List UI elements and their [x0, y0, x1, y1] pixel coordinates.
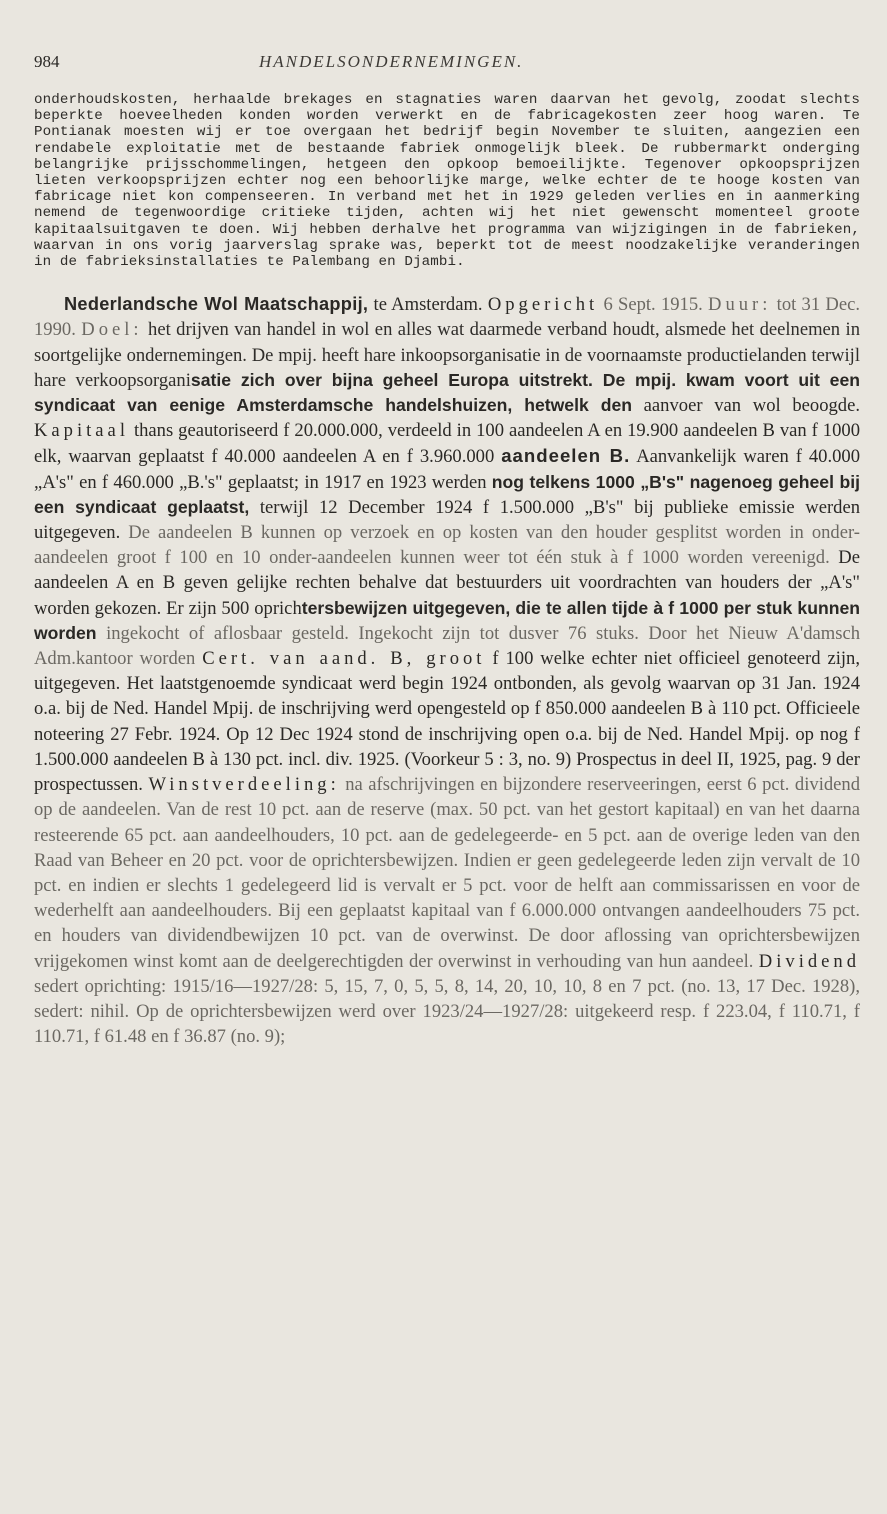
label-cert: Cert. van aand. B, groot [202, 648, 486, 670]
label-duur: Duur: [708, 294, 772, 316]
document-page [34, 52, 860, 1482]
company-name: Nederlandsche Wol Maatschappij, [64, 294, 369, 315]
kapitaal-text-2: Aanvankelijk waren f 40.000 „A's" en f 460.000 „B.'s" geplaatst; in 1917 en 1923 werden [34, 446, 860, 493]
intro-paragraph: onderhoudskosten, herhaalde brekages en stagnaties waren daarvan het gevolg, zoodat slechts beperkte hoeveelheden konden worden verwerkt en de fabricagekosten zeer hoog waren. Te Pontianak moesten wij er toe overgaan het bedrijf begin November te sluiten, aangezien een rendabele exploitatie met de bestaande fabriek onmogelijk bleek. De rubbermarkt onderging belangrijke prijsschommelingen, hetgeen den opkoop bemoeilijkte. Tegenover opkoopsprijzen lieten verkoopsprijzen echter nog een behoorlijke marge, welke echter de te hooge kosten van fabricage niet kon compenseeren. In verband met het in 1929 geleden verlies en in aanmerking nemend de tegenwoordige critieke tijden, achten wij het niet gewenscht momenteel groote kapitaalsuitgaven te doen. Wij hebben derhalve het programma van wijzigingen in de fabrieken, waarvan in ons vorig jaarverslag sprake was, beperkt tot de meest noodzakelijke veranderingen in de fabrieksinstallaties te Palembang en Djambi. [34, 92, 860, 271]
kapitaal-text-4: De aandeelen A en B geven gelijke rechten behalve dat bestuurders uit voordrachten van houders der „A's" worden gekozen. Er zijn 500 oprich [34, 547, 860, 619]
company-location: te Amsterdam. [368, 294, 488, 316]
kapitaal-bold-text: nog telkens 1000 „B's" nagenoeg geheel bij een syndicaat geplaatst, [34, 471, 861, 517]
opgericht-value: 6 Sept. 1915. [598, 294, 709, 316]
duur-value: tot 31 Dec. 1990. [34, 294, 860, 341]
label-kapitaal: Kapitaal [34, 420, 129, 442]
winstverdeeling-text: na afschrijvingen en bijzondere reserveeringen, eerst 6 pct. dividend op de aandeelen. Van de rest 10 pct. aan de reserve (max. 50 pct. van het gestort kapitaal) en van het daarna resteerende 65 pct. aan aandeelhouders, 10 pct. aan de gedelegeerde- en 5 pct. aan de overige leden van den Raad van Beheer en 20 pct. voor de oprichtersbewijzen. Indien er geen gedelegeerde leden zijn vervalt de 10 pct. en indien er slechts 1 gedelegeerd lid is vervalt er 5 pct. voor de helft aan commissarissen en voor de wederhelft aan aandeelhouders. Bij een geplaatst kapitaal van f 6.000.000 ontvangen aandeelhouders 75 pct. en houders van dividendbewijzen 10 pct. van de overwinst. De door aflossing van oprichtersbewijzen vrijgekomen winst komt aan de deelgerechtigden der overwinst in verhouding van hun aandeel. [34, 774, 861, 972]
page-header [34, 52, 860, 92]
label-doel: Doel: [81, 319, 143, 341]
kapitaal-split-note: De aandeelen B kunnen op verzoek en op kosten van den houder gesplitst worden in onder-aandeelen groot f 100 en 10 onder-aandeelen kunnen weer tot één stuk à f 1000 worden vereenigd. [34, 522, 860, 569]
kapitaal-share-label: aandeelen B. [501, 445, 631, 467]
label-opgericht: Opgericht [487, 294, 599, 316]
doel-text: het drijven van handel in wol en alles wat daarmede verband houdt, alsmede het deelnemen in soortgelijke ondernemingen. De mpij. heeft hare inkoopsorganisatie in de voornaamste productielanden terwijl hare verkoopsorgani [34, 319, 861, 391]
label-winstverdeeling: Winstverdeeling: [148, 774, 340, 796]
cert-text: f 100 welke echter niet officieel genoteerd zijn, uitgegeven. Het laatstgenoemde syndicaat werd begin 1924 ontbonden, als gevolg waarvan op 31 Jan. 1924 o.a. bij de Ned. Handel Mpij. de inschrijving werd opengesteld op f 850.000 aandeelen B à 110 pct. Officieele noteering 27 Febr. 1924. Op 12 Dec 1924 stond de inschrijving open o.a. bij de Ned. Handel Mpij. op nog f 1.500.000 aandeelen B à 130 pct. incl. div. 1925. (Voorkeur 5 : 3, no. 9) Prospectus in deel II, 1925, pag. 9 der prospectussen. [34, 648, 860, 796]
doel-text-continued: aanvoer van wol beoogde. [631, 395, 860, 417]
company-entry [34, 292, 860, 1049]
kapitaal-text-3: terwijl 12 December 1924 f 1.500.000 „B's" bij publieke emissie werden uitgegeven. [34, 496, 860, 544]
kapitaal-text-1: thans geautoriseerd f 20.000.000, verdeeld in 100 aandeelen A en 19.900 aandeelen B van f 1000 elk, waarvan geplaatst f 40.000 aandeelen A en f 3.960.000 [34, 420, 860, 468]
label-dividend: Dividend [758, 950, 860, 972]
kapitaal-bold-text-2: tersbewijzen uitgegeven, die te allen tijde à f 1000 per stuk kunnen worden [34, 597, 860, 643]
doel-bold-text: satie zich over bijna geheel Europa uitstrekt. De mpij. kwam voort uit een syndicaat van eenige Amsterdamsche handelshuizen, hetwelk den [34, 369, 861, 416]
kapitaal-text-5: ingekocht of aflosbaar gesteld. Ingekocht zijn tot dusver 76 stuks. Door het Nieuw A'damsch Adm.kantoor worden [34, 622, 860, 670]
running-title: HANDELSONDERNEMINGEN. [259, 52, 524, 71]
page-number: 984 [34, 52, 60, 71]
dividend-text: sedert oprichting: 1915/16—1927/28: 5, 15, 7, 0, 5, 5, 8, 14, 20, 10, 10, 8 en 7 pct. (no. 13, 17 Dec. 1928), sedert: nihil. Op de oprichtersbewijzen werd over 1923/24—1927/28: uitgekeerd resp. f 223.04, f 110.71, f 110.71, f 61.48 en f 36.87 (no. 9); [34, 975, 860, 1048]
